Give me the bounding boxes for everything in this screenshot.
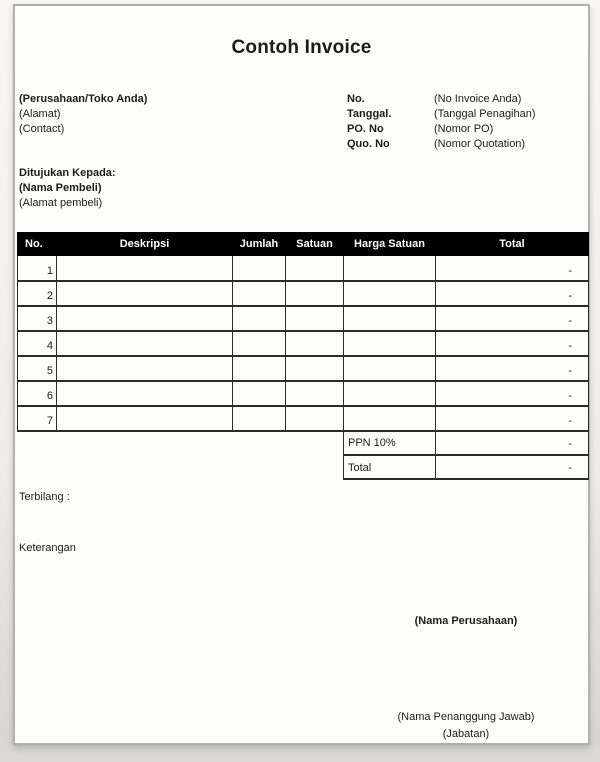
cell-no: 7 bbox=[18, 406, 57, 431]
terbilang-label: Terbilang : bbox=[19, 491, 70, 503]
invoice-page bbox=[13, 4, 590, 745]
cell-total: - bbox=[436, 281, 589, 306]
cell-no: 3 bbox=[18, 306, 57, 331]
seller-contact: (Contact) bbox=[19, 123, 65, 135]
keterangan-label: Keterangan bbox=[19, 542, 76, 554]
cell-total: - bbox=[436, 381, 589, 406]
cell-satuan bbox=[286, 406, 344, 431]
meta-value-quo: (Nomor Quotation) bbox=[434, 138, 526, 150]
cell-deskripsi bbox=[57, 281, 233, 306]
cell-harga-satuan bbox=[344, 256, 436, 281]
company-signature-label: (Nama Perusahaan) bbox=[414, 615, 518, 627]
table-header-row bbox=[18, 233, 589, 256]
summary-value-ppn: - bbox=[436, 431, 589, 455]
cell-no: 4 bbox=[18, 331, 57, 356]
cell-deskripsi bbox=[57, 406, 233, 431]
seller-company: (Perusahaan/Toko Anda) bbox=[19, 93, 148, 105]
table-row bbox=[18, 331, 589, 356]
cell-satuan bbox=[286, 306, 344, 331]
table-row bbox=[18, 356, 589, 381]
seller-block bbox=[19, 92, 147, 137]
header-no: No. bbox=[18, 233, 57, 256]
cell-no: 1 bbox=[18, 256, 57, 281]
table-row bbox=[18, 306, 589, 331]
table-row bbox=[18, 406, 589, 431]
cell-total: - bbox=[436, 331, 589, 356]
buyer-block bbox=[19, 166, 116, 211]
invoice-items-table bbox=[17, 232, 589, 432]
buyer-name: (Nama Pembeli) bbox=[19, 182, 102, 194]
cell-deskripsi bbox=[57, 356, 233, 381]
cell-harga-satuan bbox=[344, 306, 436, 331]
header-harga-satuan: Harga Satuan bbox=[344, 233, 436, 256]
page-title: Contoh Invoice bbox=[231, 37, 372, 58]
meta-label-quo: Quo. No bbox=[347, 138, 390, 150]
buyer-heading: Ditujukan Kepada: bbox=[19, 167, 116, 179]
cell-harga-satuan bbox=[344, 356, 436, 381]
cell-jumlah bbox=[233, 406, 286, 431]
cell-deskripsi bbox=[57, 381, 233, 406]
cell-satuan bbox=[286, 331, 344, 356]
header-deskripsi: Deskripsi bbox=[57, 233, 233, 256]
meta-value-tanggal: (Tanggal Penagihan) bbox=[434, 108, 536, 120]
summary-label-total: Total bbox=[344, 455, 436, 479]
cell-satuan bbox=[286, 281, 344, 306]
cell-total: - bbox=[436, 406, 589, 431]
header-satuan: Satuan bbox=[286, 233, 344, 256]
summary-row-ppn bbox=[344, 431, 589, 455]
table-row bbox=[18, 381, 589, 406]
cell-jumlah bbox=[233, 331, 286, 356]
cell-deskripsi bbox=[57, 306, 233, 331]
table-row bbox=[18, 256, 589, 281]
cell-no: 2 bbox=[18, 281, 57, 306]
meta-value-po: (Nomor PO) bbox=[434, 123, 494, 135]
signer-title-label: (Jabatan) bbox=[442, 728, 490, 740]
cell-satuan bbox=[286, 381, 344, 406]
cell-jumlah bbox=[233, 356, 286, 381]
header-total: Total bbox=[436, 233, 589, 256]
header-jumlah: Jumlah bbox=[233, 233, 286, 256]
cell-total: - bbox=[436, 256, 589, 281]
cell-deskripsi bbox=[57, 331, 233, 356]
cell-jumlah bbox=[233, 281, 286, 306]
cell-no: 6 bbox=[18, 381, 57, 406]
cell-total: - bbox=[436, 306, 589, 331]
cell-jumlah bbox=[233, 306, 286, 331]
cell-harga-satuan bbox=[344, 281, 436, 306]
seller-address: (Alamat) bbox=[19, 108, 61, 120]
meta-value-no: (No Invoice Anda) bbox=[434, 93, 522, 105]
cell-satuan bbox=[286, 256, 344, 281]
cell-jumlah bbox=[233, 381, 286, 406]
cell-harga-satuan bbox=[344, 381, 436, 406]
signer-block bbox=[346, 709, 586, 743]
cell-total: - bbox=[436, 356, 589, 381]
invoice-meta-block bbox=[347, 92, 536, 152]
invoice-summary-table bbox=[343, 430, 589, 480]
cell-deskripsi bbox=[57, 256, 233, 281]
summary-label-ppn: PPN 10% bbox=[344, 431, 436, 455]
cell-harga-satuan bbox=[344, 406, 436, 431]
meta-label-tanggal: Tanggal. bbox=[347, 108, 392, 120]
buyer-address: (Alamat pembeli) bbox=[19, 197, 103, 209]
signer-name-label: (Nama Penanggung Jawab) bbox=[397, 711, 535, 723]
summary-value-total: - bbox=[436, 455, 589, 479]
meta-label-po: PO. No bbox=[347, 123, 384, 135]
cell-jumlah bbox=[233, 256, 286, 281]
cell-satuan bbox=[286, 356, 344, 381]
cell-no: 5 bbox=[18, 356, 57, 381]
table-row bbox=[18, 281, 589, 306]
summary-row-total bbox=[344, 455, 589, 479]
cell-harga-satuan bbox=[344, 331, 436, 356]
meta-label-no: No. bbox=[347, 93, 365, 105]
